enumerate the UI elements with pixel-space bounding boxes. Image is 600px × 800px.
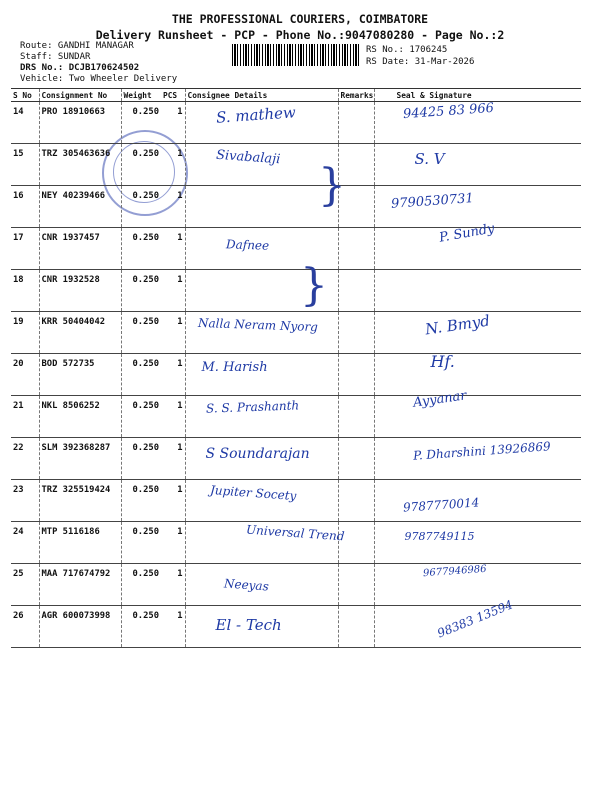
- table-row: [11, 102, 581, 144]
- cell-consignment-no: AGR 600073998: [39, 606, 121, 648]
- cell-consignment-no: BOD 572735: [39, 354, 121, 396]
- rs-info: [366, 44, 474, 68]
- cell-consignee: [185, 186, 338, 228]
- rs-date: RS Date: 31-Mar-2026: [366, 57, 475, 67]
- cell-consignment-no: CNR 1937457: [39, 228, 121, 270]
- cell-weight: 0.250: [121, 228, 161, 270]
- cell-sno: 15: [11, 144, 39, 186]
- table-row: [11, 270, 581, 312]
- table-row: [11, 228, 581, 270]
- handwritten-signature: 9790530731: [390, 191, 474, 212]
- cell-remarks: [338, 396, 374, 438]
- handwritten-signature: 9787749115: [404, 530, 475, 543]
- table-row: [11, 564, 581, 606]
- cell-sno: 25: [11, 564, 39, 606]
- table-row: [11, 354, 581, 396]
- cell-consignee: [185, 102, 338, 144]
- cell-consignment-no: KRR 50404042: [39, 312, 121, 354]
- runsheet-table: [11, 88, 581, 648]
- cell-weight: 0.250: [121, 102, 161, 144]
- rs-number: RS No.: 1706245: [366, 45, 448, 55]
- staff-label: Staff: SUNDAR: [20, 52, 91, 62]
- cell-weight: 0.250: [121, 186, 161, 228]
- cell-sno: 22: [11, 438, 39, 480]
- cell-pcs: 1: [161, 606, 185, 648]
- cell-signature: [374, 312, 581, 354]
- handwritten-consignee: El - Tech: [215, 616, 282, 634]
- cell-signature: [374, 388, 581, 438]
- table-row: [11, 438, 581, 480]
- col-header-signature: Seal & Signature: [374, 89, 581, 102]
- cell-signature: [374, 522, 581, 564]
- table-row: [11, 396, 581, 438]
- cell-weight: 0.250: [121, 312, 161, 354]
- handwritten-consignee: Nalla Neram Nyorg: [197, 315, 318, 335]
- cell-consignment-no: CNR 1932528: [39, 270, 121, 312]
- cell-weight: 0.250: [121, 564, 161, 606]
- cell-pcs: 1: [161, 228, 185, 270]
- cell-signature: [374, 564, 581, 606]
- company-title: THE PROFESSIONAL COURIERS, COIMBATORE: [171, 12, 429, 26]
- handwritten-signature: 9787770014: [402, 495, 480, 515]
- cell-consignment-no: TRZ 305463636: [39, 144, 121, 186]
- handwritten-signature: Ayyanar: [411, 388, 467, 411]
- route-label: Route: GANDHI MANAGAR: [20, 41, 134, 51]
- cell-remarks: [338, 564, 374, 606]
- handwritten-signature: 94425 83 966: [402, 100, 494, 123]
- cell-weight: 0.250: [121, 144, 161, 186]
- handwritten-consignee: Neeyas: [223, 576, 269, 594]
- cell-pcs: 1: [161, 270, 185, 312]
- barcode: [232, 44, 360, 66]
- cell-pcs: 1: [161, 522, 185, 564]
- cell-signature: [374, 186, 581, 228]
- cell-pcs: 1: [161, 186, 185, 228]
- cell-consignment-no: MAA 717674792: [39, 564, 121, 606]
- cell-consignment-no: NEY 40239466: [39, 186, 121, 228]
- handwritten-signature: 9677946986: [422, 563, 487, 580]
- runsheet-subtitle: Delivery Runsheet - PCP - Phone No.:9047080280 - Page No.:2: [95, 28, 505, 42]
- cell-remarks: [338, 102, 374, 144]
- cell-signature: [374, 102, 581, 144]
- cell-sno: 26: [11, 606, 39, 648]
- cell-weight: 0.250: [121, 606, 161, 648]
- cell-pcs: 1: [161, 396, 185, 438]
- cell-remarks: [338, 438, 374, 480]
- handwritten-signature: Hf.: [430, 352, 455, 371]
- cell-consignee: [185, 354, 338, 396]
- brace-mark: }: [318, 160, 346, 211]
- cell-consignee: [185, 564, 338, 606]
- col-header-sno: S No: [11, 89, 39, 102]
- cell-pcs: 1: [161, 438, 185, 480]
- cell-signature: [374, 354, 581, 396]
- handwritten-signature: N. Bmyd: [423, 311, 491, 339]
- col-header-consignment: Consignment No: [39, 89, 121, 102]
- handwritten-signature: 98383 13594: [434, 597, 515, 641]
- handwritten-signature: P. Dharshini 13926869: [412, 439, 551, 463]
- vehicle-label: Vehicle: Two Wheeler Delivery: [20, 74, 178, 84]
- cell-remarks: [338, 228, 374, 270]
- col-header-consignee: Consignee Details: [185, 89, 338, 102]
- cell-sno: 16: [11, 186, 39, 228]
- cell-signature: [374, 480, 581, 522]
- cell-weight: 0.250: [121, 270, 161, 312]
- cell-sno: 18: [11, 270, 39, 312]
- handwritten-consignee: Universal Trend: [245, 522, 345, 544]
- cell-weight: 0.250: [121, 522, 161, 564]
- cell-consignment-no: SLM 392368287: [39, 438, 121, 480]
- cell-sno: 21: [11, 396, 39, 438]
- col-header-remarks: Remarks: [338, 89, 374, 102]
- cell-consignee: [185, 522, 345, 564]
- cell-remarks: [338, 312, 374, 354]
- cell-remarks: [338, 480, 374, 522]
- cell-signature: [374, 144, 581, 186]
- cell-sno: 20: [11, 354, 39, 396]
- cell-weight: 0.250: [121, 354, 161, 396]
- cell-consignee: [185, 144, 338, 186]
- handwritten-consignee: Jupiter Socety: [209, 483, 297, 503]
- table-row: [11, 480, 581, 522]
- cell-signature: [374, 221, 581, 270]
- cell-pcs: 1: [161, 354, 185, 396]
- table-row: [11, 186, 581, 228]
- handwritten-consignee: S. S. Prashanth: [205, 398, 299, 416]
- cell-consignment-no: MTP 5116186: [39, 522, 121, 564]
- cell-pcs: 1: [161, 102, 185, 144]
- cell-sno: 17: [11, 228, 39, 270]
- cell-remarks: [338, 270, 374, 312]
- handwritten-consignee: Dafnee: [225, 237, 269, 253]
- table-header-row: [11, 89, 581, 102]
- cell-sno: 24: [11, 522, 39, 564]
- cell-consignment-no: PRO 18910663: [39, 102, 121, 144]
- col-header-weight: Weight: [121, 89, 161, 102]
- handwritten-consignee: Sivabalaji: [215, 147, 281, 168]
- cell-remarks: [338, 354, 374, 396]
- cell-pcs: 1: [161, 480, 185, 522]
- cell-weight: 0.250: [121, 480, 161, 522]
- drs-label: DRS No.: DCJB170624502: [20, 63, 140, 73]
- cell-signature: [374, 438, 581, 480]
- table-row: [11, 312, 581, 354]
- cell-consignee: [185, 312, 338, 354]
- handwritten-consignee: S Soundarajan: [205, 446, 310, 462]
- cell-consignee: [185, 606, 338, 648]
- cell-consignment-no: NKL 8506252: [39, 396, 121, 438]
- table-row: [11, 144, 581, 186]
- cell-weight: 0.250: [121, 396, 161, 438]
- cell-signature: [374, 597, 581, 648]
- cell-consignee: [185, 480, 338, 522]
- cell-consignment-no: TRZ 325519424: [39, 480, 121, 522]
- cell-pcs: 1: [161, 564, 185, 606]
- handwritten-consignee: S. mathew: [214, 103, 296, 127]
- handwritten-signature: S. V: [414, 150, 445, 168]
- cell-sno: 14: [11, 102, 39, 144]
- table-row: [11, 606, 581, 648]
- table-row: [11, 522, 581, 564]
- cell-consignee: [185, 438, 338, 480]
- runsheet-info: [20, 41, 177, 85]
- cell-consignee: [185, 396, 338, 438]
- cell-remarks: [338, 606, 374, 648]
- cell-sno: 19: [11, 312, 39, 354]
- brace-mark: }: [300, 260, 328, 311]
- cell-sno: 23: [11, 480, 39, 522]
- handwritten-consignee: M. Harish: [201, 360, 268, 375]
- cell-signature: [374, 270, 581, 312]
- cell-pcs: 1: [161, 144, 185, 186]
- cell-weight: 0.250: [121, 438, 161, 480]
- handwritten-signature: P. Sundy: [437, 221, 496, 246]
- cell-pcs: 1: [161, 312, 185, 354]
- col-header-pcs: PCS: [161, 89, 185, 102]
